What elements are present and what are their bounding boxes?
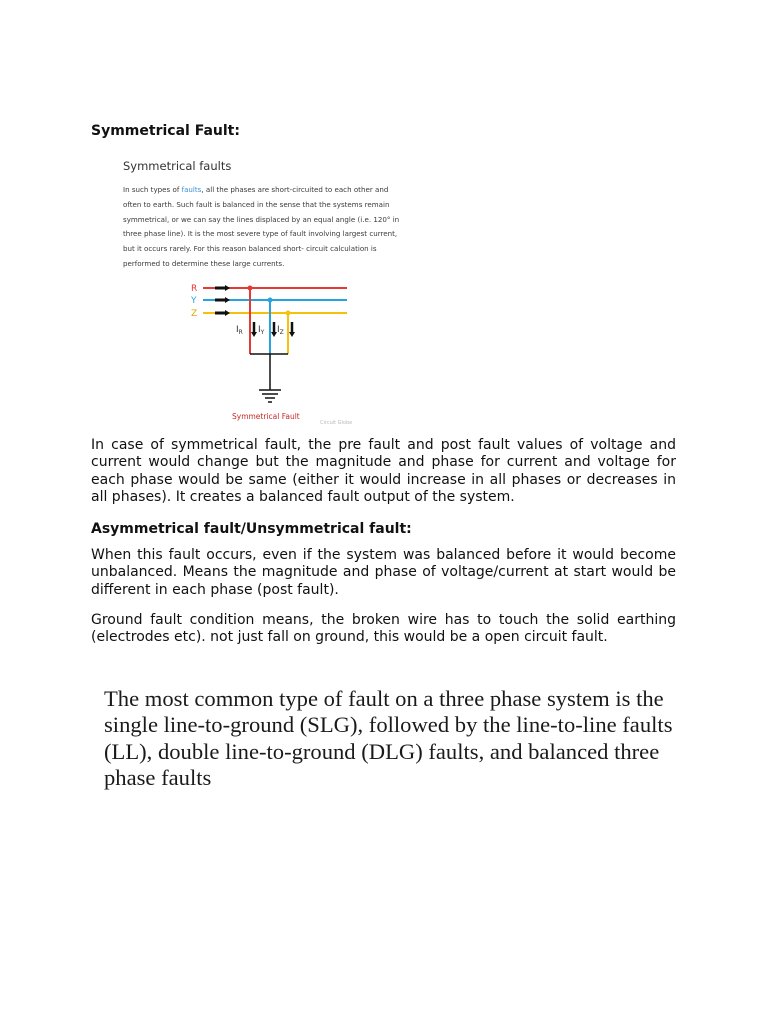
current-arrow-icon [251,322,257,337]
fault-frequency-quote: The most common type of fault on a three phase system is the single line-to-ground (SLG), followed by the line-to-line faults (LL), double line-to-ground (DLG) faults, and balanced three phase faults [104,686,673,791]
r-junction-dot [248,286,253,291]
line-arrow-icon [215,310,230,316]
line-arrow-icon [215,285,230,291]
symmetrical-fault-heading: Symmetrical Fault: [91,123,240,139]
current-label-z: $I_Z$ [277,325,284,336]
ground-symbol-icon [259,390,281,402]
current-label-y: $I_Y$ [258,325,265,336]
fault-circuit-diagram [111,280,411,426]
phase-label-r: R [191,284,198,294]
asymmetrical-fault-paragraph: When this fault occurs, even if the system was balanced before it would become unbalanced. Means the magnitude and phase of voltage/current at start would be different in each phase (post fault). [91,547,676,598]
line-arrow-icon [215,297,230,303]
current-arrow-icon [289,322,295,337]
current-label-r: $I_R$ [236,325,243,336]
figure-description [123,183,405,272]
figure-text-after-link: , all the phases are short-circuited to each other and often to earth. Such fault is balanced in the sense that the systems remain symmetrical, or we can say the lines displaced by an equal angle (i.e. 120° in three phase line). It is the most severe type of fault involving largest current, but it occurs rarely. For this reason balanced short- circuit calculation is performed to determine these large currents. [123,185,400,268]
symmetrical-fault-paragraph: In case of symmetrical fault, the pre fault and post fault values of voltage and current would change but the magnitude and phase for current and voltage for each phase would be same (either it would increase in all phases or decreases in all phases). It creates a balanced fault output of the system. [91,437,676,506]
symmetrical-faults-figure [111,152,411,426]
y-junction-dot [268,298,273,303]
phase-label-y: Y [191,296,197,306]
z-junction-dot [286,311,291,316]
phase-label-z: Z [191,309,198,319]
figure-title: Symmetrical faults [123,159,232,173]
asymmetrical-fault-heading: Asymmetrical fault/Unsymmetrical fault: [91,521,412,537]
ground-fault-paragraph: Ground fault condition means, the broken wire has to touch the solid earthing (electrodes etc). not just fall on ground, this would be a open circuit fault. [91,612,676,646]
figure-text-before-link: In such types of [123,185,182,194]
faults-link[interactable]: faults [181,185,202,194]
diagram-caption: Symmetrical Fault [232,412,300,421]
watermark: Circuit Globe [320,420,353,426]
